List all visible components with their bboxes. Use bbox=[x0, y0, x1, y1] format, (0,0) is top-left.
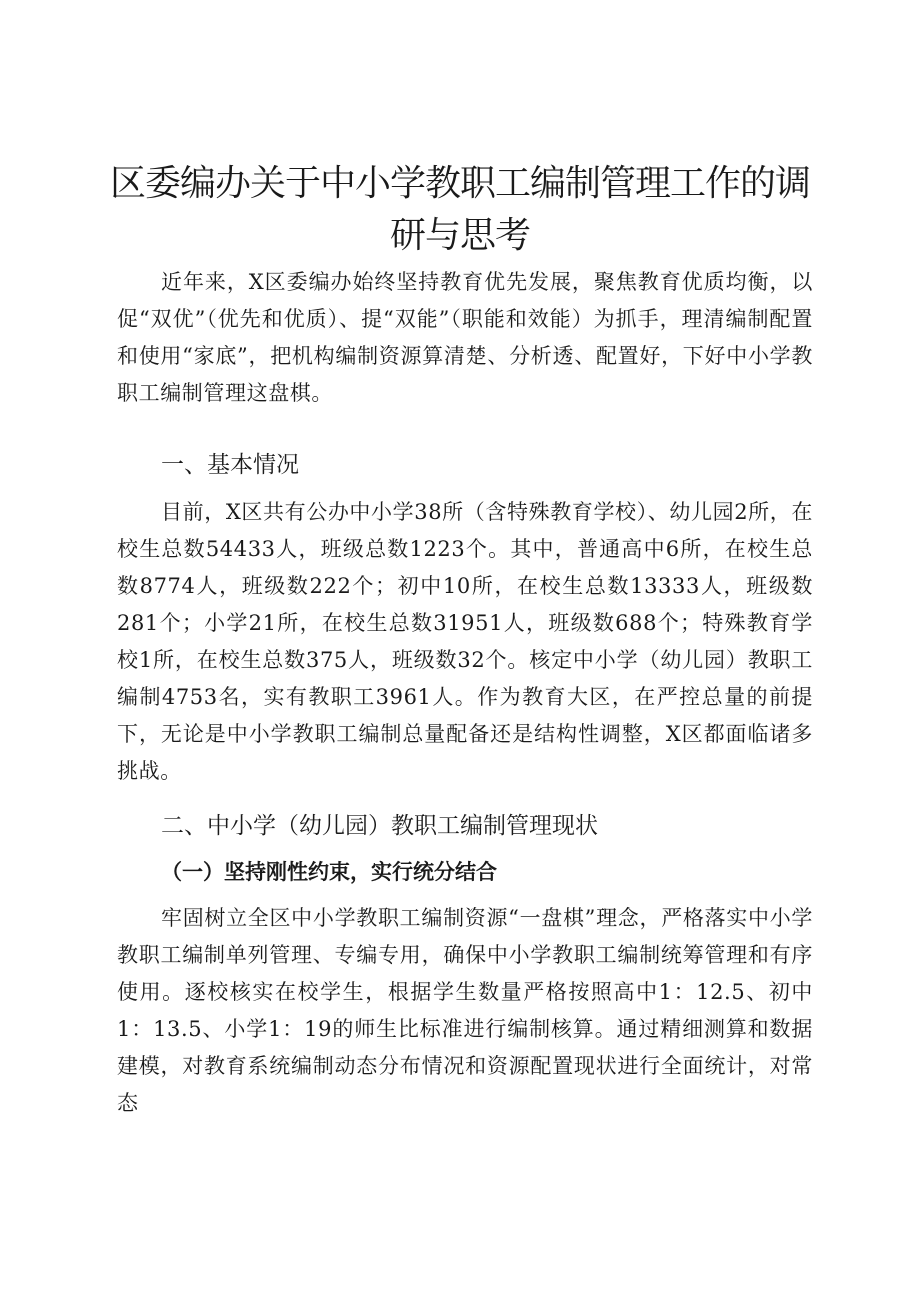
basic-situation-paragraph: 目前，X区共有公办中小学38所（含特殊教育学校）、幼儿园2所，在校生总数54433人，班级总数1223个。其中，普通高中6所，在校生总数8774人，班级数222个；初中10所，在校生总数13333人，班级数281个；小学21所，在校生总数31951人，班级数688个；特殊教育学校1所，在校生总数375人，班级数32个。核定中小学（幼儿园）教职工编制4753名，实有教职工3961人。作为教育大区，在严控总量的前提下，无论是中小学教职工编制总量配备还是结构性调整，X区都面临诸多挑战。 bbox=[117, 500, 813, 783]
rigid-constraint-paragraph: 牢固树立全区中小学教职工编制资源“一盘棋”理念，严格落实中小学教职工编制单列管理、专编专用，确保中小学教职工编制统筹管理和有序使用。逐校核实在校学生，根据学生数量严格按照高中1：12.5、初中1：13.5、小学1：19的师生比标准进行编制核算。通过精细测算和数据建模，对教育系统编制动态分布情况和资源配置现状进行全面统计，对常态 bbox=[117, 906, 813, 1115]
subsection-heading-rigid-constraint: （一）坚持刚性约束，实行统分结合 bbox=[161, 859, 497, 884]
section-heading-management-status: 二、中小学（幼儿园）教职工编制管理现状 bbox=[161, 813, 598, 839]
document-title: 区委编办关于中小学教职工编制管理工作的调研与思考 bbox=[109, 163, 810, 256]
section-heading-basic-situation: 一、基本情况 bbox=[161, 452, 299, 478]
intro-paragraph: 近年来，X区委编办始终坚持教育优先发展，聚焦教育优质均衡，以促“双优”（优先和优质）、提“双能”（职能和效能）为抓手，理清编制配置和使用“家底”，把机构编制资源算清楚、分析透、配置好，下好中小学教职工编制管理这盘棋。 bbox=[117, 270, 813, 405]
